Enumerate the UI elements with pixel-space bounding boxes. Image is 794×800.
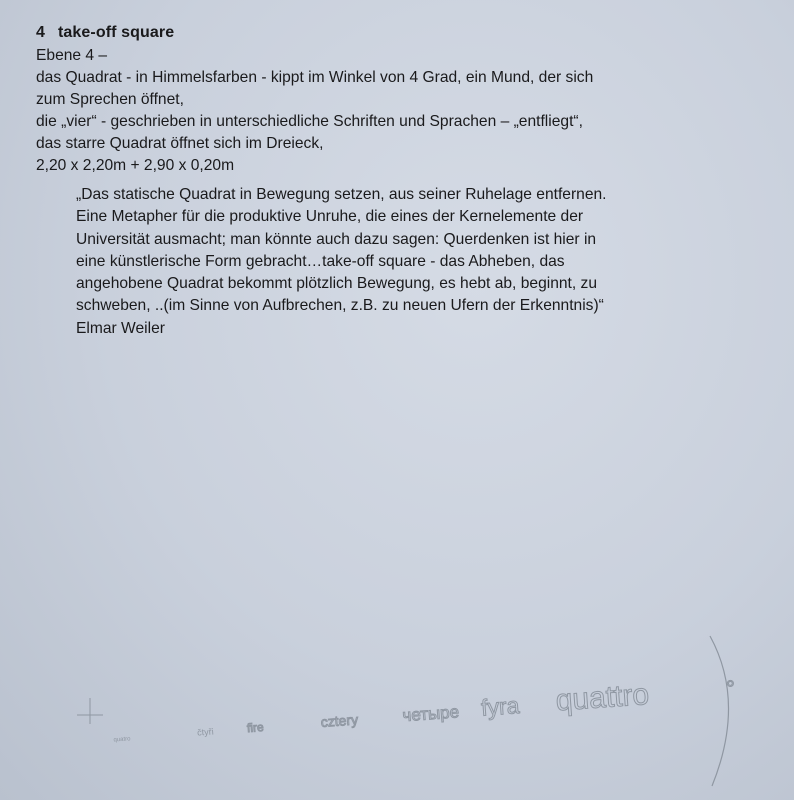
crosshair-mark: [77, 698, 103, 724]
description-line: zum Sprechen öffnet,: [36, 91, 184, 108]
artwork-word: cztery: [320, 711, 359, 730]
quote-line: Eine Metapher für die produktive Unruhe, die eines der Kernelemente der: [76, 208, 584, 226]
quote-line: Universität ausmacht; man könnte auch dazu sagen: Querdenken ist hier in: [76, 230, 597, 248]
quote-line: schweben, ..(im Sinne von Aufbrechen, z.B. zu neuen Ufern der Erkenntnis)“: [76, 297, 604, 315]
section-title: take-off square: [58, 24, 175, 41]
quote-line: „Das statische Quadrat in Bewegung setzen, aus seiner Ruhelage entfernen.: [76, 186, 607, 203]
degree-symbol: °: [726, 676, 735, 701]
quote-author: Elmar Weiler: [76, 319, 165, 337]
description-line: das Quadrat - in Himmelsfarben - kippt im Winkel von 4 Grad, ein Mund, der sich: [36, 69, 594, 86]
opening-arc: [710, 636, 729, 786]
description-line: das starre Quadrat öffnet sich im Dreieck,: [36, 135, 324, 152]
section-heading: [36, 24, 174, 42]
artwork-word: quatro: [113, 736, 131, 744]
description-text: [36, 45, 756, 177]
section-number: 4: [36, 24, 45, 41]
artwork-word: четыре: [401, 702, 460, 726]
take-off-square-artwork: [0, 620, 794, 800]
artwork-word: fyra: [480, 692, 521, 721]
quote-line: eine künstlerische Form gebracht…take-off square - das Abheben, das: [76, 252, 565, 270]
artwork-word: fire: [246, 719, 265, 736]
quote-line: angehobene Quadrat bekommt plötzlich Bewegung, es hebt ab, beginnt, zu: [76, 275, 598, 293]
description-line: die „vier“ - geschrieben in unterschiedliche Schriften und Sprachen – „entfliegt“,: [36, 113, 583, 130]
dimensions-line: 2,20 x 2,20m + 2,90 x 0,20m: [36, 157, 235, 174]
quote-block: [76, 184, 756, 340]
artwork-word: čtyři: [196, 726, 214, 738]
description-line: Ebene 4 –: [36, 47, 108, 64]
artwork-word: quattro: [554, 678, 651, 718]
